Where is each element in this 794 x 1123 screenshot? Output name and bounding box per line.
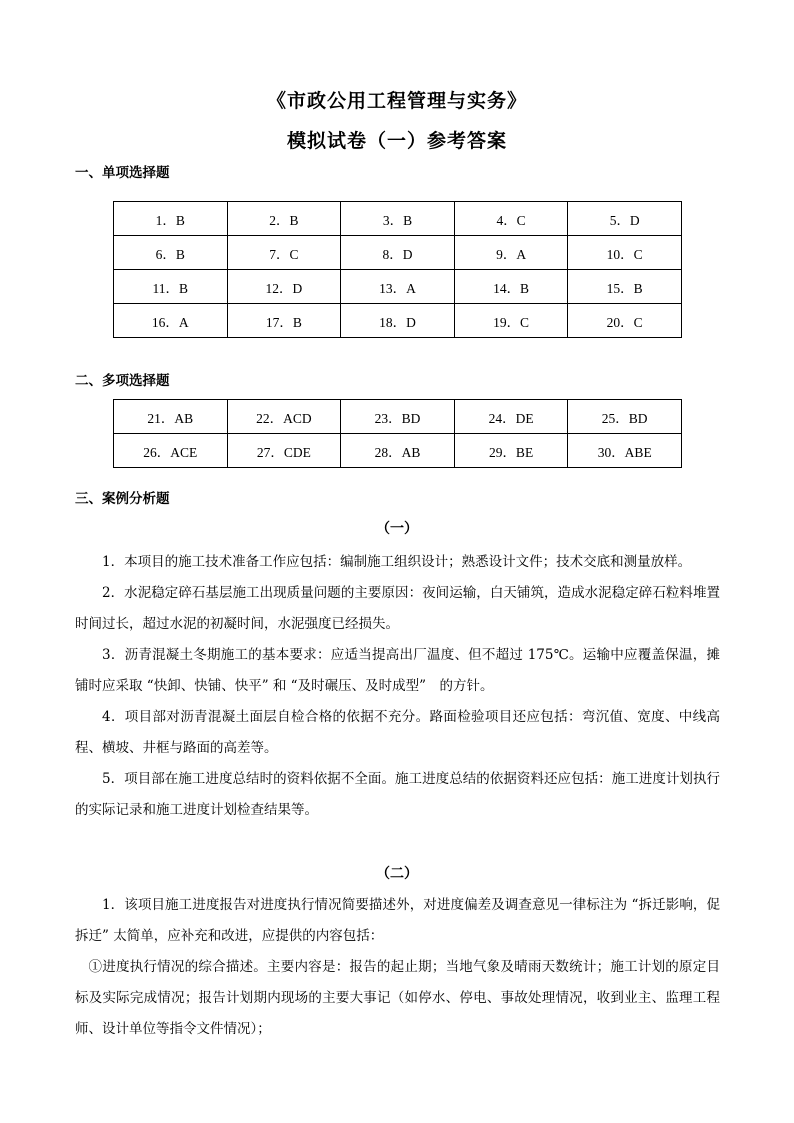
section-heading-multiple-choice: 二、多项选择题 <box>75 373 170 389</box>
answer-cell: 7．C <box>227 236 341 270</box>
answer-cell: 3．B <box>341 202 455 236</box>
answer-cell: 13．A <box>341 270 455 304</box>
answer-cell: 29．BE <box>454 434 568 468</box>
answer-paragraph: 1．该项目施工进度报告对进度执行情况简要描述外，对进度偏差及调查意见一律标注为 “拆迁影响，促拆迁” 太简单，应补充和改进，应提供的内容包括： <box>75 897 720 944</box>
table-row <box>114 304 682 338</box>
table-row <box>114 400 682 434</box>
answer-cell: 19．C <box>454 304 568 338</box>
answer-paragraph: 5．项目部在施工进度总结时的资料依据不全面。施工进度总结的依据资料还应包括：施工进度计划执行的实际记录和施工进度计划检查结果等。 <box>75 771 720 818</box>
answer-cell: 4．C <box>454 202 568 236</box>
section-heading-single-choice: 一、单项选择题 <box>75 165 170 181</box>
multiple-choice-answer-table <box>113 399 682 468</box>
table-row <box>114 236 682 270</box>
answer-cell: 28．AB <box>341 434 455 468</box>
answer-cell: 15．B <box>568 270 682 304</box>
answer-paragraph: 4．项目部对沥青混凝土面层自检合格的依据不充分。路面检验项目还应包括：弯沉值、宽度、中线高程、横坡、井框与路面的高差等。 <box>75 709 720 756</box>
answer-cell: 26．ACE <box>114 434 228 468</box>
answer-cell: 10．C <box>568 236 682 270</box>
answer-cell: 18．D <box>341 304 455 338</box>
answer-cell: 24．DE <box>454 400 568 434</box>
answer-cell: 5．D <box>568 202 682 236</box>
answer-cell: 12．D <box>227 270 341 304</box>
answer-cell: 9．A <box>454 236 568 270</box>
answer-paragraph: 3．沥青混凝土冬期施工的基本要求：应适当提高出厂温度、但不超过 175℃。运输中应覆盖保温，摊铺时应采取 “快卸、快铺、快平” 和 “及时碾压、及时成型” 的方针。 <box>75 647 720 694</box>
answer-cell: 1．B <box>114 202 228 236</box>
case-label: （二） <box>376 866 418 882</box>
answer-cell: 20．C <box>568 304 682 338</box>
answer-paragraph: ①进度执行情况的综合描述。主要内容是：报告的起止期；当地气象及晴雨天数统计；施工计划的原定目标及实际完成情况；报告计划期内现场的主要大事记（如停水、停电、事故处理情况，收到业主、监理工程师、设计单位等指令文件情况）； <box>75 959 720 1037</box>
document-title: 《市政公用工程管理与实务》 <box>266 90 527 112</box>
answer-cell: 11．B <box>114 270 228 304</box>
case-label: （一） <box>376 521 418 537</box>
answer-cell: 17．B <box>227 304 341 338</box>
answer-cell: 22．ACD <box>227 400 341 434</box>
answer-paragraph: 1．本项目的施工技术准备工作应包括：编制施工组织设计；熟悉设计文件；技术交底和测量放样。 <box>102 554 692 570</box>
answer-paragraph: 2．水泥稳定碎石基层施工出现质量问题的主要原因：夜间运输，白天铺筑，造成水泥稳定碎石粒料堆置时间过长，超过水泥的初凝时间，水泥强度已经损失。 <box>75 585 720 632</box>
answer-cell: 6．B <box>114 236 228 270</box>
section-heading-case-analysis: 三、案例分析题 <box>75 491 170 507</box>
answer-cell: 25．BD <box>568 400 682 434</box>
answer-cell: 23．BD <box>341 400 455 434</box>
answer-cell: 14．B <box>454 270 568 304</box>
table-row <box>114 434 682 468</box>
answer-cell: 27．CDE <box>227 434 341 468</box>
answer-cell: 21．AB <box>114 400 228 434</box>
single-choice-answer-table <box>113 201 682 338</box>
answer-cell: 8．D <box>341 236 455 270</box>
answer-cell: 16．A <box>114 304 228 338</box>
table-row <box>114 202 682 236</box>
document-subtitle: 模拟试卷（一）参考答案 <box>286 130 507 152</box>
table-row <box>114 270 682 304</box>
answer-cell: 2．B <box>227 202 341 236</box>
answer-cell: 30．ABE <box>568 434 682 468</box>
